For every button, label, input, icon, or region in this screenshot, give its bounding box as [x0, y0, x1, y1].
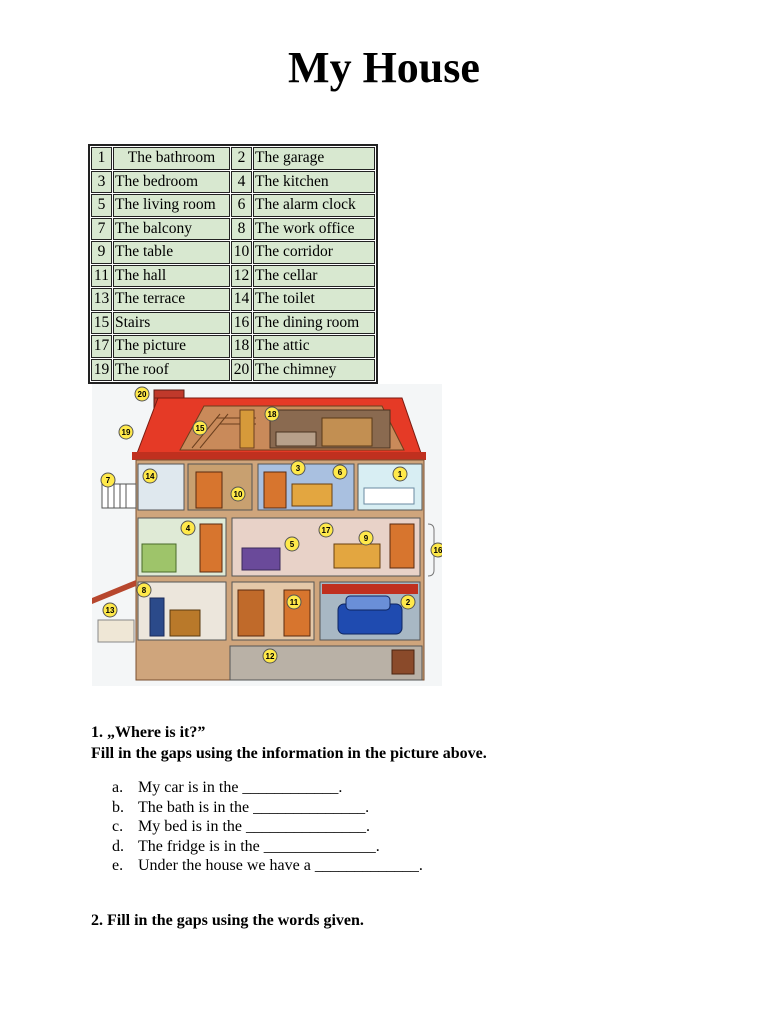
svg-text:12: 12 — [265, 652, 275, 661]
item-word: The hall — [113, 265, 230, 288]
list-item — [112, 856, 423, 876]
item-word: The dining room — [253, 312, 375, 335]
list-item — [112, 798, 423, 818]
item-text: The fridge is in the ______________. — [138, 837, 380, 855]
item-word: Stairs — [113, 312, 230, 335]
svg-text:16: 16 — [433, 546, 442, 555]
item-word: The living room — [113, 194, 230, 217]
item-word: The alarm clock — [253, 194, 375, 217]
table-row — [91, 312, 375, 335]
table-row — [91, 335, 375, 358]
badge-3 — [291, 461, 305, 475]
table-row — [91, 218, 375, 241]
badge-12 — [263, 649, 277, 663]
item-number: 3 — [91, 171, 112, 194]
item-number: 17 — [91, 335, 112, 358]
list-item — [112, 778, 423, 798]
svg-text:15: 15 — [195, 424, 205, 433]
item-word: The table — [113, 241, 230, 264]
item-number: 12 — [231, 265, 252, 288]
item-marker: a. — [112, 779, 124, 796]
badge-9 — [359, 531, 373, 545]
svg-text:14: 14 — [145, 472, 155, 481]
badge-4 — [181, 521, 195, 535]
svg-text:19: 19 — [121, 428, 131, 437]
badge-20 — [135, 387, 149, 401]
exercise-1-heading: 1. „Where is it?” — [91, 724, 206, 741]
svg-text:13: 13 — [105, 606, 115, 615]
table-row — [91, 147, 375, 170]
svg-text:1: 1 — [397, 470, 403, 479]
badge-13 — [103, 603, 117, 617]
item-number: 10 — [231, 241, 252, 264]
badge-17 — [319, 523, 333, 537]
item-number: 1 — [91, 147, 112, 170]
item-number: 8 — [231, 218, 252, 241]
item-number: 15 — [91, 312, 112, 335]
badge-1 — [393, 467, 407, 481]
svg-text:11: 11 — [289, 598, 299, 607]
table-row — [91, 359, 375, 382]
item-text: Under the house we have a _____________. — [138, 857, 423, 874]
badge-5 — [285, 537, 299, 551]
svg-text:4: 4 — [185, 524, 191, 533]
item-word: The kitchen — [253, 171, 375, 194]
exercise-1-header — [91, 722, 487, 764]
svg-text:2: 2 — [405, 598, 411, 607]
vocabulary-table — [88, 144, 378, 384]
item-number: 16 — [231, 312, 252, 335]
svg-text:20: 20 — [137, 390, 147, 399]
item-word: The roof — [113, 359, 230, 382]
list-item — [112, 817, 423, 837]
exercise-1-list — [112, 778, 423, 876]
item-marker: b. — [112, 798, 124, 816]
item-word: The attic — [253, 335, 375, 358]
badge-7 — [101, 473, 115, 487]
table-row — [91, 288, 375, 311]
item-word: The corridor — [253, 241, 375, 264]
item-number: 5 — [91, 194, 112, 217]
item-word: The bathroom — [113, 147, 230, 170]
item-marker: d. — [112, 837, 124, 855]
item-word: The picture — [113, 335, 230, 358]
item-number: 19 — [91, 359, 112, 382]
item-word: The garage — [253, 147, 375, 170]
table-row — [91, 241, 375, 264]
item-marker: c. — [112, 818, 124, 835]
item-number: 4 — [231, 171, 252, 194]
item-text: My car is in the ____________. — [138, 779, 343, 796]
svg-text:7: 7 — [105, 476, 111, 485]
svg-text:10: 10 — [233, 490, 243, 499]
item-number: 11 — [91, 265, 112, 288]
item-word: The balcony — [113, 218, 230, 241]
item-text: My bed is in the _______________. — [138, 818, 370, 835]
item-word: The work office — [253, 218, 375, 241]
item-word: The bedroom — [113, 171, 230, 194]
badge-18 — [265, 407, 279, 421]
badge-14 — [143, 469, 157, 483]
badge-10 — [231, 487, 245, 501]
table-row — [91, 265, 375, 288]
item-word: The chimney — [253, 359, 375, 382]
badge-6 — [333, 465, 347, 479]
balcony-drawing — [102, 484, 136, 508]
terrace-drawing — [98, 620, 134, 642]
svg-text:3: 3 — [295, 464, 301, 473]
svg-text:5: 5 — [289, 540, 295, 549]
item-marker: e. — [112, 857, 124, 874]
badge-15 — [193, 421, 207, 435]
item-number: 14 — [231, 288, 252, 311]
badge-11 — [287, 595, 301, 609]
item-number: 2 — [231, 147, 252, 170]
badge-16 — [431, 543, 442, 557]
svg-text:17: 17 — [321, 526, 331, 535]
badge-8 — [137, 583, 151, 597]
exercise-1-instruction: Fill in the gaps using the information in the picture above. — [91, 745, 487, 762]
item-number: 6 — [231, 194, 252, 217]
house-illustration — [92, 384, 442, 686]
badge-2 — [401, 595, 415, 609]
exercise-2-heading: 2. Fill in the gaps using the words given. — [91, 912, 364, 929]
list-item — [112, 837, 423, 857]
svg-text:8: 8 — [141, 586, 147, 595]
item-word: The terrace — [113, 288, 230, 311]
item-number: 18 — [231, 335, 252, 358]
item-text: The bath is in the ______________. — [138, 798, 370, 816]
badge-19 — [119, 425, 133, 439]
table-row — [91, 171, 375, 194]
svg-text:9: 9 — [363, 534, 369, 543]
item-word: The cellar — [253, 265, 375, 288]
item-number: 20 — [231, 359, 252, 382]
item-number: 7 — [91, 218, 112, 241]
table-row — [91, 194, 375, 217]
svg-text:6: 6 — [337, 468, 343, 477]
item-word: The toilet — [253, 288, 375, 311]
item-number: 13 — [91, 288, 112, 311]
page-title: My House — [288, 43, 480, 92]
item-number: 9 — [91, 241, 112, 264]
svg-text:18: 18 — [267, 410, 277, 419]
